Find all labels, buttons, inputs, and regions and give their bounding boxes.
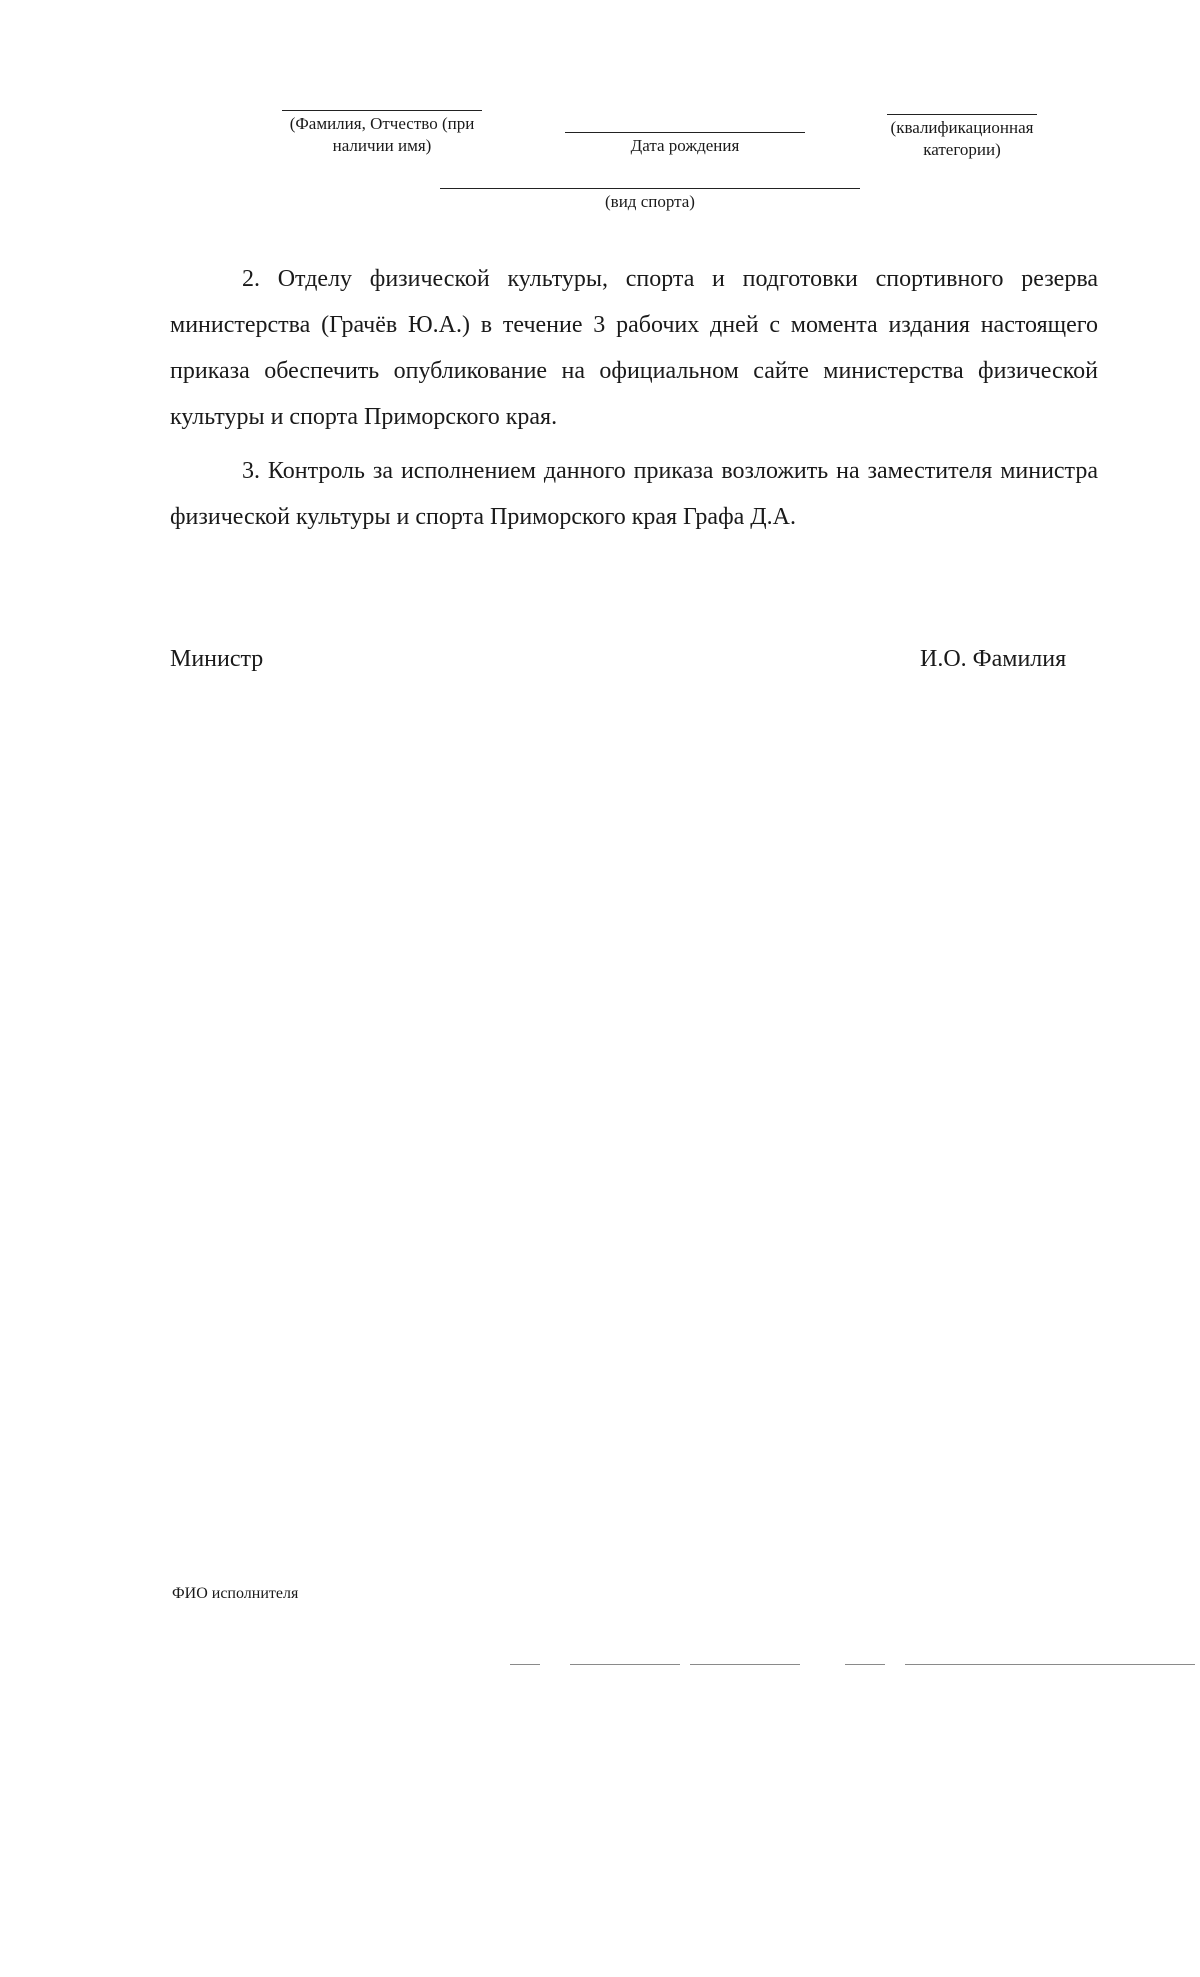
sport-caption: (вид спорта) — [605, 192, 695, 211]
qualification-field — [862, 114, 1062, 161]
paragraph-2-text: 2. Отделу физической культуры, спорта и подготовки спортивного резерва министерства (Грачёв Ю.А.) в течение 3 рабочих дней с момента издания настоящего приказа обеспечить опубликование на официальном сайте министерства физической культуры и спорта Приморского края. — [170, 266, 1098, 430]
name-field — [262, 110, 502, 157]
paragraph-3-text: 3. Контроль за исполнением данного приказа возложить на заместителя министра физической культуры и спорта Приморского края Графа Д.А. — [170, 458, 1098, 530]
name-caption: (Фамилия, Отчество (при наличии имя) — [289, 114, 475, 155]
name-underline — [282, 110, 482, 111]
paragraph-2 — [170, 256, 1098, 440]
sport-field — [440, 188, 860, 213]
scan-artifact-line — [905, 1664, 1195, 1665]
scan-artifact-line — [845, 1664, 885, 1665]
scan-artifact-line — [570, 1664, 680, 1665]
signature-role: Министр — [170, 646, 264, 672]
dob-caption: Дата рождения — [630, 136, 740, 155]
paragraph-3 — [170, 448, 1098, 540]
sport-underline — [440, 188, 860, 189]
dob-underline — [565, 132, 805, 133]
scan-artifact-line — [690, 1664, 800, 1665]
dob-field — [560, 132, 810, 157]
qualification-underline — [887, 114, 1037, 115]
scan-artifact-line — [510, 1664, 540, 1665]
qualification-caption: (квалификационная категории) — [890, 118, 1034, 159]
executor-label: ФИО исполнителя — [172, 1585, 299, 1602]
signature-name: И.О. Фамилия — [920, 646, 1067, 672]
